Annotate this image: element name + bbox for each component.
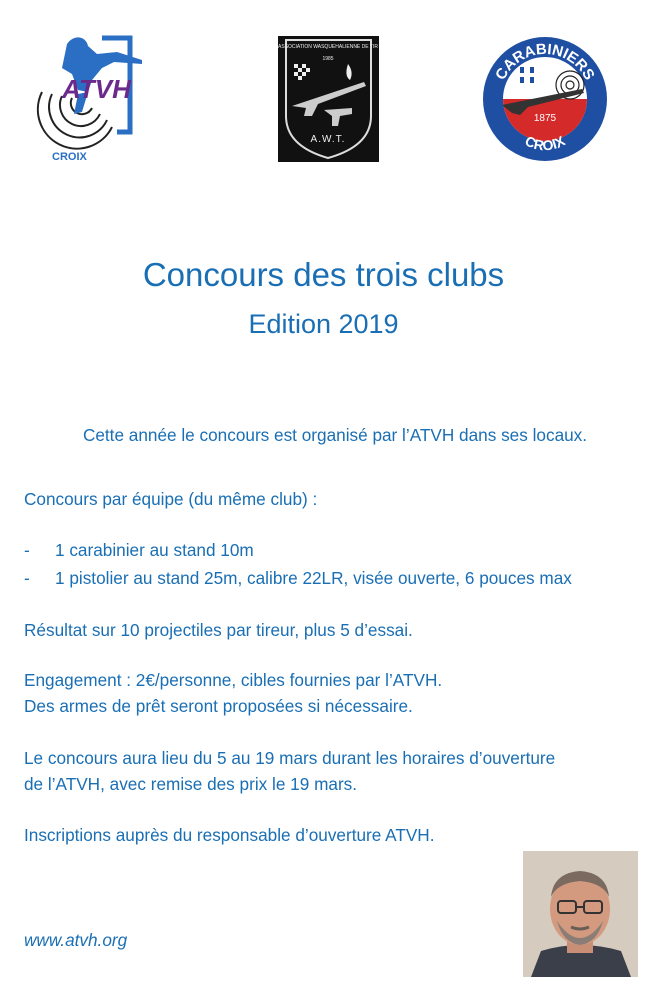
website-link[interactable]: www.atvh.org bbox=[24, 930, 128, 950]
carabiniers-logo-year: 1875 bbox=[533, 113, 557, 124]
bullet-text: 1 carabinier au stand 10m bbox=[55, 540, 254, 560]
bullet-text: 1 pistolier au stand 25m, calibre 22LR, visée ouverte, 6 pouces max bbox=[55, 568, 572, 588]
person-photo bbox=[523, 851, 638, 977]
carabiniers-logo-bottom: CROIX bbox=[522, 132, 568, 154]
dates-line: de l’ATVH, avec remise des prix le 19 mars. bbox=[24, 774, 358, 794]
awt-logo bbox=[278, 36, 379, 162]
awt-logo-name: A.W.T. bbox=[310, 134, 346, 145]
awt-logo-year: 1985 bbox=[322, 56, 334, 62]
registration-text: Inscriptions auprès du responsable d’ouverture ATVH. bbox=[24, 825, 435, 845]
bullet-item bbox=[24, 566, 572, 591]
bullet-marker: - bbox=[24, 540, 30, 560]
atvh-logo bbox=[22, 32, 172, 167]
page-title: Concours des trois clubs bbox=[142, 256, 505, 293]
engagement-line: Engagement : 2€/personne, cibles fournies par l’ATVH. bbox=[24, 670, 443, 690]
carabiniers-logo-top: CARABINIERS bbox=[492, 40, 598, 83]
page-subtitle: Edition 2019 bbox=[248, 309, 399, 339]
engagement-line: Des armes de prêt seront proposées si nécessaire. bbox=[24, 696, 413, 716]
carabiniers-logo bbox=[478, 35, 612, 163]
team-heading: Concours par équipe (du même club) : bbox=[24, 489, 318, 509]
result-text: Résultat sur 10 projectiles par tireur, plus 5 d’essai. bbox=[24, 620, 413, 640]
bullet-marker: - bbox=[24, 568, 30, 588]
bullet-item bbox=[24, 538, 254, 563]
awt-logo-header: ASSOCIATION WASQUEHALIENNE DE TIR bbox=[278, 44, 378, 50]
atvh-logo-sub: CROIX bbox=[52, 151, 87, 163]
atvh-logo-name: ATVH bbox=[62, 74, 131, 104]
intro-text: Cette année le concours est organisé par l’ATVH dans ses locaux. bbox=[82, 425, 588, 445]
dates-line: Le concours aura lieu du 5 au 19 mars durant les horaires d’ouverture bbox=[24, 748, 556, 768]
